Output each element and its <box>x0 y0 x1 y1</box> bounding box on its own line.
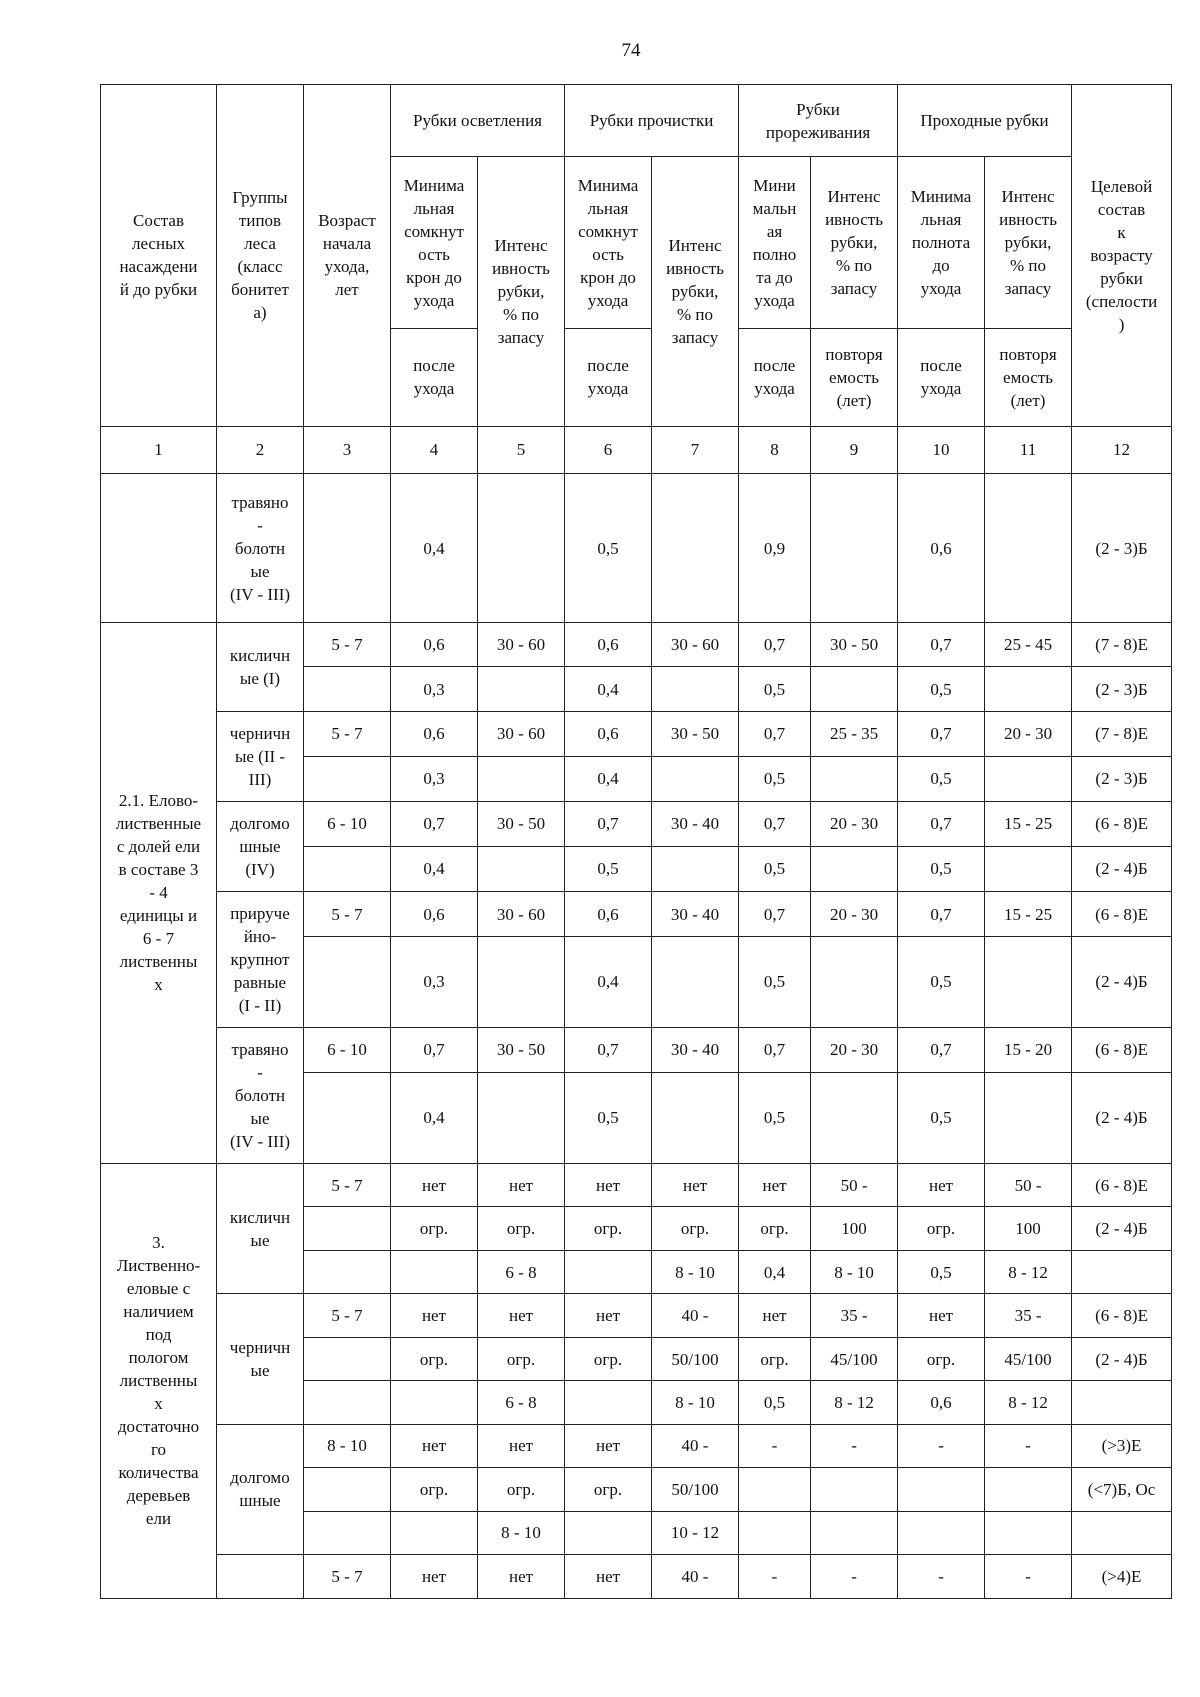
table-cell <box>652 756 739 802</box>
table-cell: (2 - 4)Б <box>1072 846 1172 892</box>
table-cell: 6 - 10 <box>304 1028 391 1073</box>
header-repeat-11: повторя емость (лет) <box>985 329 1072 427</box>
table-cell: 0,6 <box>391 892 478 937</box>
table-cell: 0,5 <box>898 1250 985 1293</box>
table-cell: нет <box>391 1424 478 1467</box>
table-cell: 0,6 <box>565 622 652 667</box>
table-cell: 0,5 <box>898 667 985 712</box>
table-cell: 0,4 <box>565 936 652 1027</box>
table-cell <box>478 1072 565 1163</box>
table-cell: 0,4 <box>391 1072 478 1163</box>
forest-type-group: черничн ые <box>217 1294 304 1424</box>
table-cell <box>304 1072 391 1163</box>
forest-type-group: приручe йно- крупнот равные (I - II) <box>217 892 304 1028</box>
table-cell: (>3)Е <box>1072 1424 1172 1467</box>
table-cell <box>739 1468 811 1511</box>
table-cell: нет <box>898 1163 985 1206</box>
table-cell: 0,5 <box>565 474 652 623</box>
table-cell: 0,5 <box>898 936 985 1027</box>
table-cell <box>985 1511 1072 1554</box>
table-cell: (2 - 4)Б <box>1072 1207 1172 1250</box>
table-cell <box>304 936 391 1027</box>
table-cell: 5 - 7 <box>304 1294 391 1337</box>
table-cell: 0,5 <box>739 667 811 712</box>
table-cell <box>811 936 898 1027</box>
table-cell: 30 - 40 <box>652 802 739 847</box>
table-cell: нет <box>478 1294 565 1337</box>
column-number-row <box>101 426 1172 474</box>
table-cell <box>304 1381 391 1424</box>
table-cell <box>985 846 1072 892</box>
table-cell: 0,5 <box>739 756 811 802</box>
table-cell: 30 - 60 <box>478 711 565 756</box>
table-cell: 0,7 <box>739 1028 811 1073</box>
table-cell: огр. <box>739 1207 811 1250</box>
table-cell: 0,7 <box>739 892 811 937</box>
table-cell: огр. <box>478 1207 565 1250</box>
table-cell <box>652 1072 739 1163</box>
table-cell: 8 - 10 <box>652 1250 739 1293</box>
composition-cell <box>101 474 217 623</box>
table-cell <box>391 1381 478 1424</box>
table-cell: 50/100 <box>652 1337 739 1380</box>
forest-type-group: кисличн ые <box>217 1163 304 1293</box>
table-cell: огр. <box>898 1337 985 1380</box>
forest-type-group: кисличн ые (I) <box>217 622 304 711</box>
header-forest-type-group: Группы типов леса (класс бонитет а) <box>217 85 304 427</box>
table-cell <box>304 474 391 623</box>
table-cell: огр. <box>478 1337 565 1380</box>
table-cell <box>985 1468 1072 1511</box>
table-cell: нет <box>652 1163 739 1206</box>
table-cell: (7 - 8)Е <box>1072 622 1172 667</box>
column-number: 4 <box>391 426 478 474</box>
table-cell: 0,7 <box>898 1028 985 1073</box>
table-cell: 30 - 50 <box>478 1028 565 1073</box>
table-cell: нет <box>898 1294 985 1337</box>
header-min-fullness-10: Минима льная полнота до ухода <box>898 157 985 329</box>
table-cell: 0,7 <box>565 1028 652 1073</box>
header-min-fullness-8: Мини мальн ая полно та до ухода <box>739 157 811 329</box>
table-cell: 30 - 40 <box>652 1028 739 1073</box>
header-after-10: после ухода <box>898 329 985 427</box>
table-cell: - <box>811 1555 898 1599</box>
table-cell: 20 - 30 <box>811 892 898 937</box>
table-cell: 0,7 <box>898 711 985 756</box>
column-number: 5 <box>478 426 565 474</box>
table-cell <box>304 1250 391 1293</box>
table-cell: 8 - 10 <box>478 1511 565 1554</box>
table-cell: нет <box>739 1163 811 1206</box>
table-cell: 8 - 10 <box>811 1250 898 1293</box>
table-cell: 0,5 <box>898 756 985 802</box>
table-cell: нет <box>739 1294 811 1337</box>
table-cell <box>478 667 565 712</box>
table-cell: нет <box>391 1294 478 1337</box>
header-repeat-9: повторя емость (лет) <box>811 329 898 427</box>
header-intensity-11: Интенс ивность рубки, % по запасу <box>985 157 1072 329</box>
table-cell: нет <box>478 1555 565 1599</box>
table-cell: 0,7 <box>739 711 811 756</box>
table-cell <box>304 756 391 802</box>
column-number: 8 <box>739 426 811 474</box>
table-cell: 40 - <box>652 1424 739 1467</box>
header-cleaning-cuts: Рубки прочистки <box>565 85 739 157</box>
table-cell: 30 - 60 <box>478 622 565 667</box>
header-clearing-cuts: Рубки осветления <box>391 85 565 157</box>
column-number: 12 <box>1072 426 1172 474</box>
table-cell: 5 - 7 <box>304 892 391 937</box>
table-cell: 8 - 12 <box>811 1381 898 1424</box>
table-row <box>101 1163 1172 1206</box>
table-cell: 30 - 60 <box>652 622 739 667</box>
table-cell: нет <box>478 1424 565 1467</box>
table-cell <box>811 474 898 623</box>
column-number: 11 <box>985 426 1072 474</box>
table-cell: 10 - 12 <box>652 1511 739 1554</box>
table-cell: (2 - 3)Б <box>1072 667 1172 712</box>
forest-type-group: долгомо шные <box>217 1424 304 1554</box>
table-cell: 0,5 <box>898 846 985 892</box>
table-cell: 50 - <box>985 1163 1072 1206</box>
table-cell: нет <box>565 1294 652 1337</box>
table-cell: 30 - 50 <box>811 622 898 667</box>
table-cell: 0,5 <box>739 1072 811 1163</box>
forest-type-group: черничн ые (II - III) <box>217 711 304 801</box>
table-cell: 0,4 <box>391 846 478 892</box>
table-cell: огр. <box>565 1207 652 1250</box>
table-cell: 0,6 <box>565 711 652 756</box>
forest-type-group <box>217 1555 304 1599</box>
column-number: 1 <box>101 426 217 474</box>
table-cell: 0,4 <box>391 474 478 623</box>
table-cell: огр. <box>565 1337 652 1380</box>
table-cell: (2 - 4)Б <box>1072 936 1172 1027</box>
table-cell: 0,9 <box>739 474 811 623</box>
table-cell: 0,7 <box>739 802 811 847</box>
table-cell <box>652 667 739 712</box>
table-cell: огр. <box>652 1207 739 1250</box>
table-cell: 0,5 <box>898 1072 985 1163</box>
table-cell: (2 - 4)Б <box>1072 1072 1172 1163</box>
table-cell <box>985 667 1072 712</box>
forest-type-group: травяно - болотн ые (IV - III) <box>217 1028 304 1164</box>
table-cell <box>304 1468 391 1511</box>
composition-cell: 3. Лиственно- еловые с наличием под пологом лиственны х достаточно го количества деревьев ели <box>101 1163 217 1598</box>
table-cell: 40 - <box>652 1294 739 1337</box>
table-cell: 35 - <box>985 1294 1072 1337</box>
table-cell: 45/100 <box>811 1337 898 1380</box>
table-cell: 8 - 10 <box>652 1381 739 1424</box>
table-cell: (7 - 8)Е <box>1072 711 1172 756</box>
table-cell <box>985 936 1072 1027</box>
table-cell <box>565 1381 652 1424</box>
header-start-age: Возраст начала ухода, лет <box>304 85 391 427</box>
table-cell: 20 - 30 <box>811 802 898 847</box>
table-row <box>101 1424 1172 1467</box>
table-cell <box>478 846 565 892</box>
table-row <box>101 892 1172 937</box>
table-cell: нет <box>391 1555 478 1599</box>
table-cell <box>811 1072 898 1163</box>
table-cell: 0,7 <box>898 892 985 937</box>
table-cell: 25 - 35 <box>811 711 898 756</box>
table-cell: 8 - 12 <box>985 1250 1072 1293</box>
table-cell: (6 - 8)Е <box>1072 1028 1172 1073</box>
table-cell: - <box>985 1424 1072 1467</box>
table-cell: 100 <box>811 1207 898 1250</box>
table-cell: 5 - 7 <box>304 622 391 667</box>
table-cell: 35 - <box>811 1294 898 1337</box>
table-cell: огр. <box>565 1468 652 1511</box>
table-cell: 0,6 <box>565 892 652 937</box>
table-cell: нет <box>391 1163 478 1206</box>
table-cell <box>478 936 565 1027</box>
table-cell: 0,4 <box>565 756 652 802</box>
table-row <box>101 1294 1172 1337</box>
table-cell: 100 <box>985 1207 1072 1250</box>
table-cell: 30 - 50 <box>478 802 565 847</box>
table-cell <box>652 846 739 892</box>
table-cell <box>811 667 898 712</box>
header-min-density-4: Минима льная сомкнут ость крон до ухода <box>391 157 478 329</box>
table-cell: (>4)Е <box>1072 1555 1172 1599</box>
header-after-6: после ухода <box>565 329 652 427</box>
table-cell <box>478 756 565 802</box>
table-cell: - <box>811 1424 898 1467</box>
table-cell: 0,4 <box>565 667 652 712</box>
table-cell: огр. <box>391 1468 478 1511</box>
table-cell: 30 - 60 <box>478 892 565 937</box>
table-cell <box>652 936 739 1027</box>
table-cell: - <box>739 1424 811 1467</box>
table-cell: нет <box>565 1424 652 1467</box>
table-cell: 0,3 <box>391 936 478 1027</box>
column-number: 10 <box>898 426 985 474</box>
table-cell <box>811 756 898 802</box>
table-cell <box>985 474 1072 623</box>
table-cell <box>739 1511 811 1554</box>
table-cell <box>391 1511 478 1554</box>
header-intensity-5: Интенс ивность рубки, % по запасу <box>478 157 565 426</box>
table-cell: (<7)Б, Ос <box>1072 1468 1172 1511</box>
table-row <box>101 1555 1172 1599</box>
table-cell: нет <box>565 1555 652 1599</box>
table-cell <box>304 1337 391 1380</box>
page-number: 74 <box>621 40 641 61</box>
table-cell: 0,6 <box>898 474 985 623</box>
column-number: 9 <box>811 426 898 474</box>
table-cell: 5 - 7 <box>304 1555 391 1599</box>
table-cell <box>898 1468 985 1511</box>
table-cell <box>652 474 739 623</box>
table-cell <box>1072 1381 1172 1424</box>
table-cell: (6 - 8)Е <box>1072 1163 1172 1206</box>
header-composition: Состав лесных насаждени й до рубки <box>101 85 217 427</box>
table-cell: 0,7 <box>391 1028 478 1073</box>
table-cell: 0,5 <box>565 1072 652 1163</box>
table-cell <box>898 1511 985 1554</box>
table-cell: 30 - 40 <box>652 892 739 937</box>
header-target-composition: Целевой состав к возрасту рубки (спелости ) <box>1072 85 1172 427</box>
table-cell: 5 - 7 <box>304 1163 391 1206</box>
table-cell: 30 - 50 <box>652 711 739 756</box>
header-intensity-7: Интенс ивность рубки, % по запасу <box>652 157 739 426</box>
table-cell: 15 - 20 <box>985 1028 1072 1073</box>
table-cell: 50/100 <box>652 1468 739 1511</box>
table-cell: огр. <box>391 1337 478 1380</box>
table-cell: 40 - <box>652 1555 739 1599</box>
table-cell: 15 - 25 <box>985 892 1072 937</box>
table-cell: 20 - 30 <box>811 1028 898 1073</box>
table-cell: 0,7 <box>898 622 985 667</box>
table-cell: 0,5 <box>565 846 652 892</box>
table-cell <box>304 1511 391 1554</box>
table-cell <box>304 846 391 892</box>
table-cell <box>1072 1250 1172 1293</box>
table-cell: 0,7 <box>898 802 985 847</box>
table-cell: 50 - <box>811 1163 898 1206</box>
table-row <box>101 802 1172 847</box>
table-cell: (2 - 4)Б <box>1072 1337 1172 1380</box>
table-cell <box>565 1511 652 1554</box>
table-cell: (6 - 8)Е <box>1072 802 1172 847</box>
silviculture-table <box>100 84 1172 1599</box>
table-cell: нет <box>478 1163 565 1206</box>
table-cell <box>565 1250 652 1293</box>
table-cell: 20 - 30 <box>985 711 1072 756</box>
table-row <box>101 711 1172 756</box>
forest-type-group: травяно - болотн ые (IV - III) <box>217 474 304 623</box>
table-cell <box>1072 1511 1172 1554</box>
table-cell <box>304 1207 391 1250</box>
table-cell: 15 - 25 <box>985 802 1072 847</box>
table-cell: 6 - 8 <box>478 1381 565 1424</box>
table-cell <box>985 756 1072 802</box>
table-cell: 0,5 <box>739 936 811 1027</box>
table-cell: (6 - 8)Е <box>1072 892 1172 937</box>
table-row <box>101 1028 1172 1073</box>
table-cell: 5 - 7 <box>304 711 391 756</box>
header-passing-cuts: Проходные рубки <box>898 85 1072 157</box>
header-intensity-9: Интенс ивность рубки, % по запасу <box>811 157 898 329</box>
table-cell: 0,7 <box>565 802 652 847</box>
table-cell <box>478 474 565 623</box>
table-cell: 0,6 <box>391 622 478 667</box>
table-cell: - <box>898 1555 985 1599</box>
table-cell: 0,7 <box>739 622 811 667</box>
forest-type-group: долгомо шные (IV) <box>217 802 304 892</box>
table-cell: 0,3 <box>391 756 478 802</box>
table-cell: 0,3 <box>391 667 478 712</box>
column-number: 7 <box>652 426 739 474</box>
table-cell: огр. <box>478 1468 565 1511</box>
header-after-4: после ухода <box>391 329 478 427</box>
table-row <box>101 474 1172 623</box>
table-cell: огр. <box>391 1207 478 1250</box>
column-number: 3 <box>304 426 391 474</box>
table-cell: (6 - 8)Е <box>1072 1294 1172 1337</box>
table-cell: 0,7 <box>391 802 478 847</box>
table-cell <box>811 846 898 892</box>
header-thinning-cuts: Рубки прореживания <box>739 85 898 157</box>
table-cell <box>811 1511 898 1554</box>
column-number: 6 <box>565 426 652 474</box>
table-cell: (2 - 3)Б <box>1072 756 1172 802</box>
composition-cell: 2.1. Елово- лиственные с долей ели в составе 3 - 4 единицы и 6 - 7 лиственны х <box>101 622 217 1163</box>
table-cell: 0,5 <box>739 846 811 892</box>
table-cell: 0,6 <box>391 711 478 756</box>
table-cell: огр. <box>739 1337 811 1380</box>
header-min-density-6: Минима льная сомкнут ость крон до ухода <box>565 157 652 329</box>
table-cell: 8 - 10 <box>304 1424 391 1467</box>
table-cell: 6 - 10 <box>304 802 391 847</box>
table-cell: 25 - 45 <box>985 622 1072 667</box>
table-cell: 0,5 <box>739 1381 811 1424</box>
header-after-8: после ухода <box>739 329 811 427</box>
table-cell: 0,4 <box>739 1250 811 1293</box>
table-cell <box>811 1468 898 1511</box>
table-cell: - <box>985 1555 1072 1599</box>
table-cell <box>304 667 391 712</box>
table-cell: огр. <box>898 1207 985 1250</box>
table-cell: нет <box>565 1163 652 1206</box>
table-cell <box>985 1072 1072 1163</box>
table-cell: - <box>739 1555 811 1599</box>
table-cell: - <box>898 1424 985 1467</box>
table-cell: 0,6 <box>898 1381 985 1424</box>
column-number: 2 <box>217 426 304 474</box>
table-cell <box>391 1250 478 1293</box>
table-cell: 45/100 <box>985 1337 1072 1380</box>
table-cell: 6 - 8 <box>478 1250 565 1293</box>
table-row <box>101 622 1172 667</box>
table-cell: (2 - 3)Б <box>1072 474 1172 623</box>
table-cell: 8 - 12 <box>985 1381 1072 1424</box>
